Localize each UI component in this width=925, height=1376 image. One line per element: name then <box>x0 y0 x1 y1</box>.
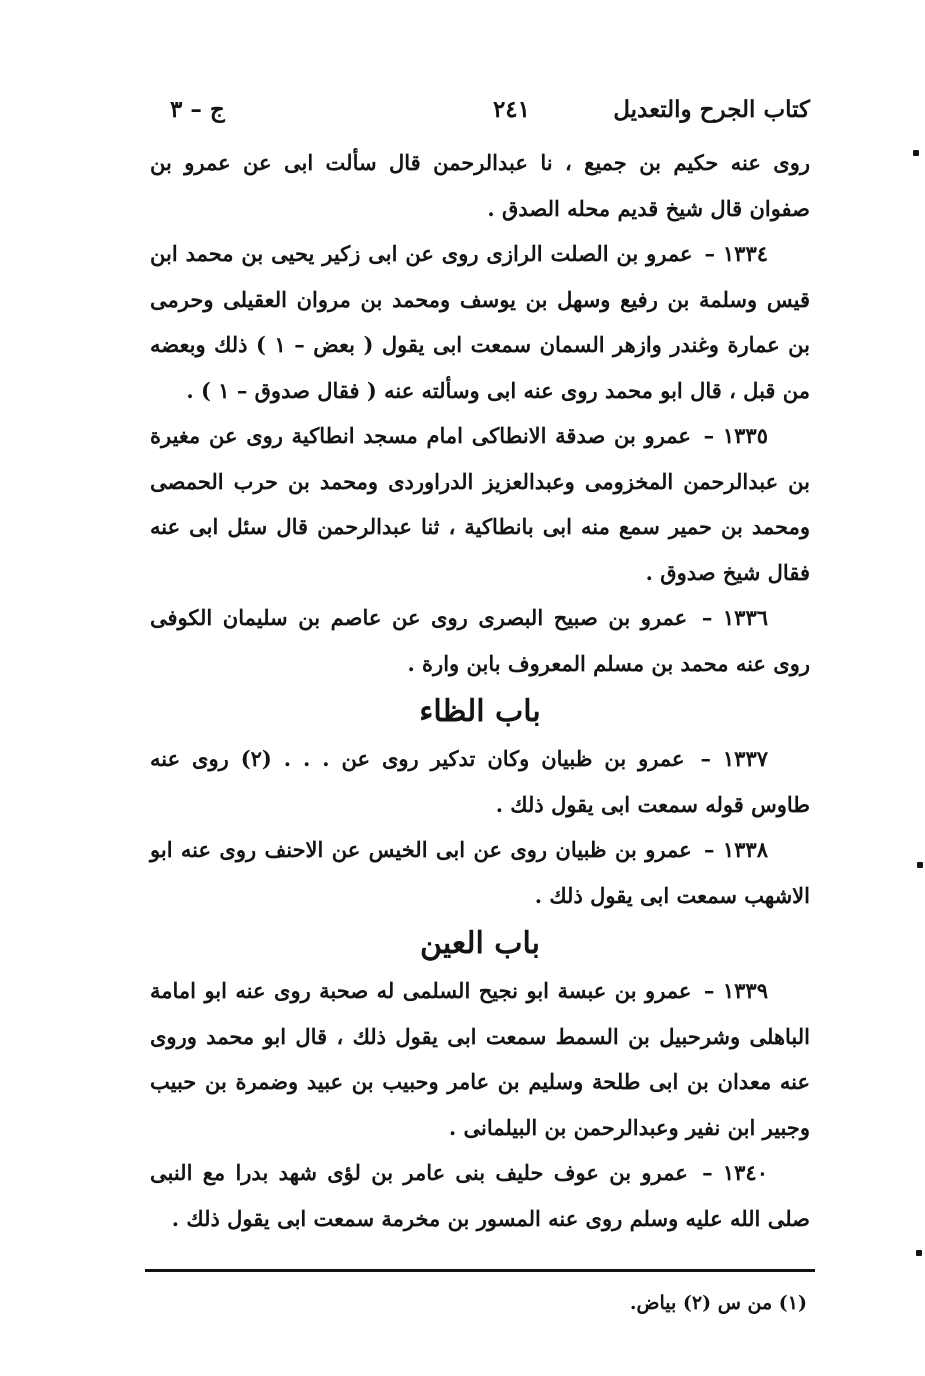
entry-text: عمرو بن صدقة الانطاكى امام مسجد انطاكية روى عن مغيرة بن عبدالرحمن المخزومى وعبدالعزيز الدراوردى ومحمد بن حرب الحمصى ومحمد بن حمير سمع منه ابى بانطاكية ، ثنا عبدالرحمن قال سئل ابى عنه فقال شيخ صدوق . <box>150 423 810 585</box>
entry-1335 <box>150 413 810 595</box>
entry-text: عمرو بن ظبيان وكان تدكير روى عن . . . (٢) روى عنه طاوس قوله سمعت ابى يقول ذلك . <box>150 746 810 817</box>
volume-label: ج – ٣ <box>170 96 225 123</box>
entry-number: ١٣٣٧ – <box>700 746 769 771</box>
entry-number: ١٣٤٠ – <box>702 1160 768 1185</box>
entry-1339 <box>150 968 810 1150</box>
margin-mark <box>917 862 923 868</box>
section-heading-zaa: باب الظاء <box>419 694 541 729</box>
entry-text: عمرو بن عبسة ابو نجيح السلمى له صحبة روى عنه ابو امامة الباهلى وشرحبيل بن السمط سمعت ابى يقول ذلك ، قال ابو محمد وروى عنه معدان بن ابى طلحة وسليم بن عامر وحبيب بن عبيد وضمرة بن حبيب وجبير ابن نفير وعبدالرحمن بن البيلمانى . <box>150 978 810 1140</box>
margin-mark <box>913 150 919 156</box>
continuation-paragraph: روى عنه حكيم بن جميع ، نا عبدالرحمن قال سألت ابى عن عمرو بن صفوان قال شيخ قديم محله الصدق . <box>150 150 810 221</box>
entry-1336 <box>150 595 810 686</box>
entry-number: ١٣٣٥ – <box>703 423 768 448</box>
entry-number: ١٣٣٦ – <box>701 605 769 630</box>
entry-number: ١٣٣٩ – <box>703 978 768 1003</box>
entry-text: عمرو بن عوف حليف بنى عامر بن لؤى شهد بدرا مع النبى صلى الله عليه وسلم روى عنه المسور بن مخرمة سمعت ابى يقول ذلك . <box>150 1160 810 1231</box>
entry-text: عمرو بن ظبيان روى عن ابى الخيس عن الاحنف روى عنه ابو الاشهب سمعت ابى يقول ذلك . <box>150 837 810 908</box>
main-text <box>150 140 810 1241</box>
entry-text: عمرو بن صبيح البصرى روى عن عاصم بن سليمان الكوفى روى عنه محمد بن مسلم المعروف بابن وارة . <box>150 605 810 676</box>
entry-number: ١٣٣٨ – <box>704 837 768 862</box>
book-title: كتاب الجرح والتعديل <box>613 96 810 123</box>
section-heading-ayn: باب العين <box>419 926 540 961</box>
entry-1340 <box>150 1150 810 1241</box>
entry-1338 <box>150 827 810 918</box>
page-number: ٢٤١ <box>492 96 530 123</box>
entry-1334 <box>150 231 810 413</box>
entry-number: ١٣٣٤ – <box>704 241 769 266</box>
entry-1337 <box>150 736 810 827</box>
margin-mark <box>916 1250 922 1256</box>
running-header <box>150 92 810 132</box>
footnote-divider <box>145 1269 815 1272</box>
footnote: (١) من س (٢) بياض. <box>629 1292 807 1314</box>
entry-text: عمرو بن الصلت الرازى روى عن ابى زكير يحيى بن محمد ابن قيس وسلمة بن رفيع وسهل بن يوسف ومحمد بن مروان العقيلى وحرمى بن عمارة وغندر وازهر السمان سمعت ابى يقول ( بعض – ١ ) ذلك وبعضه من قبل ، قال ابو محمد روى عنه ابى وسألته عنه ( فقال صدوق – ١ ) . <box>150 241 810 403</box>
